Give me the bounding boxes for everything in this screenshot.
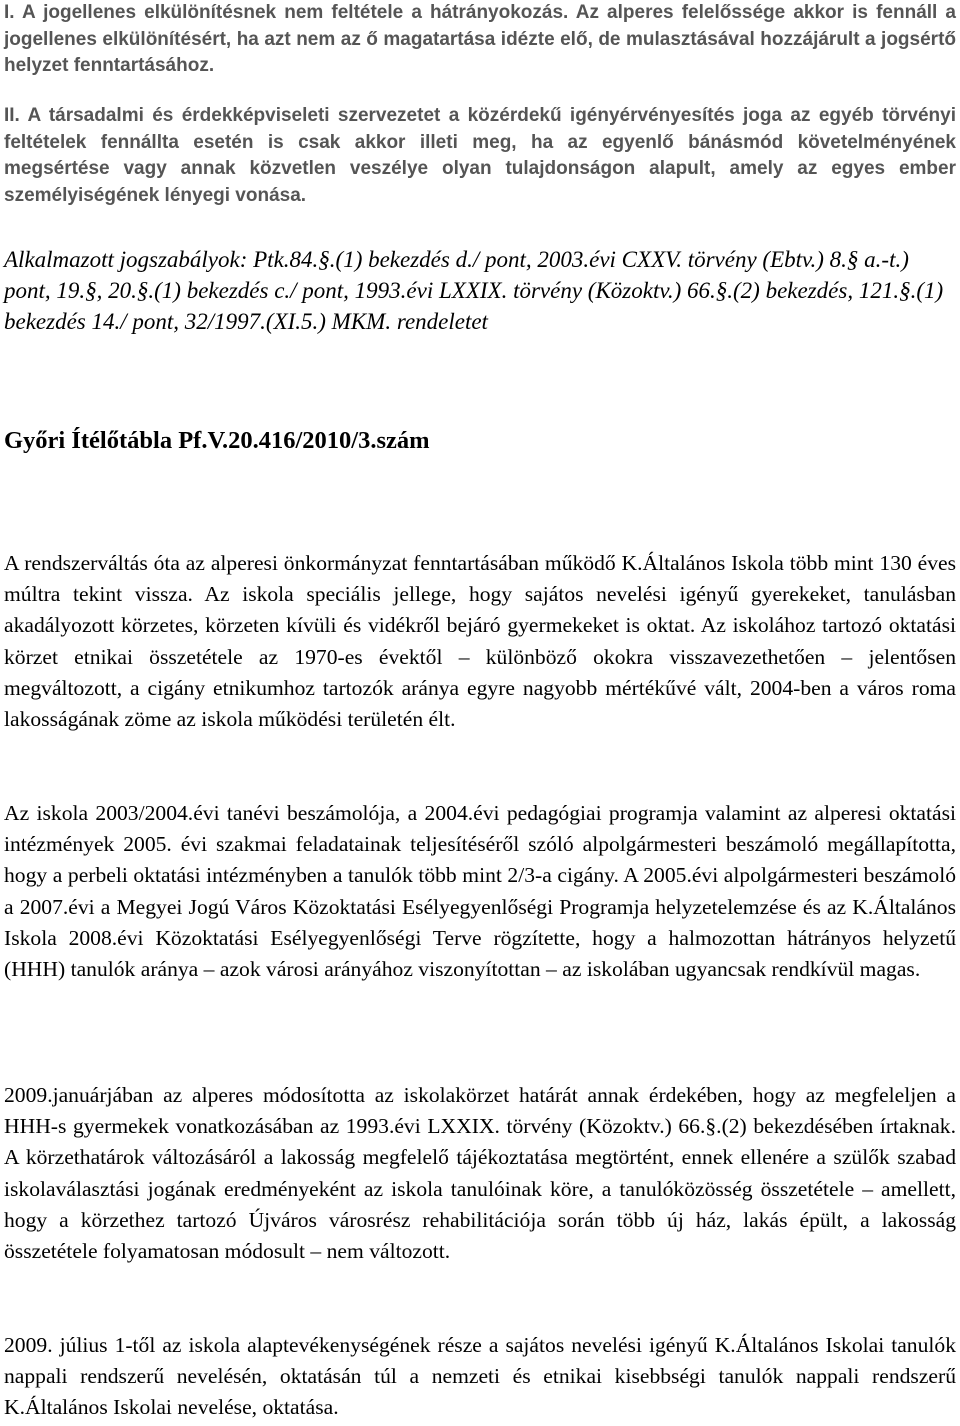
applied-laws: Alkalmazott jogszabályok: Ptk.84.§.(1) bekezdés d./ pont, 2003.évi CXXV. törvény (Ebtv.) 8.§ a.-t.) pont, 19.§, 20.§.(1) bekezdés c./ pont, 1993.évi LXXIX. törvény (Közoktv.) 66.§.(2) bekezdés, 121.§.(1) bekezdés 14./ pont, 32/1997.(XI.5.) MKM. rendeletet: [4, 247, 944, 334]
body-paragraph-1: A rendszerváltás óta az alperesi önkormányzat fenntartásában működő K.Általános Iskola több mint 130 éves múltra tekint vissza. Az iskola speciális jellege, hogy sajátos nevelési igényű gyerekeket, tanulásban akadályozott körzetes, körzeten kívüli és vidékről bejáró gyermekeket is oktat. Az iskolához tartozó oktatási körzet etnikai összetétele az 1970-es évektől – különböző okokra visszavezethetően – jelentősen megváltozott, a cigány etnikumhoz tartozók aránya egyre nagyobb mértékűvé vált, 2004-ben a város roma lakosságának zöme az iskola működési területén élt.: [4, 551, 956, 732]
summary-point-1: I. A jogellenes elkülönítésnek nem feltétele a hátrányokozás. Az alperes felelőssége akkor is fennáll a jogellenes elkülönítésért, ha azt nem az ő magatartása idézte elő, de mulasztásával hozzájárult a jogsértő helyzet fenntartásához.: [4, 2, 956, 76]
body-paragraph-2: Az iskola 2003/2004.évi tanévi beszámolója, a 2004.évi pedagógiai programja valamint az alperesi oktatási intézmények 2005. évi szakmai feladatainak teljesítéséről szóló alpolgármesteri beszámoló megállapította, hogy a perbeli oktatási intézményben a tanulók több mint 2/3-a cigány. A 2005.évi alpolgármesteri beszámoló a 2007.évi a Megyei Jogú Város Közoktatási Esélyegyenlőségi Programja helyzetelemzése és az K.Általános Iskola 2008.évi Közoktatási Esélyegyenlőségi Terve rögzítette, hogy a halmozottan hátrányos helyzetű (HHH) tanulók aránya – azok városi arányához viszonyítottan – az iskolában ugyancsak rendkívül magas.: [4, 801, 956, 982]
court-reference: Győri Ítélőtábla Pf.V.20.416/2010/3.szám: [4, 427, 430, 454]
body-paragraph-3: 2009.januárjában az alperes módosította az iskolakörzet határát annak érdekében, hogy az megfeleljen a HHH-s gyermekek vonatkozásában az 1993.évi LXXIX. törvény (Közoktv.) 66.§.(2) bekezdésében írtaknak. A körzethatárok változásáról a lakosság megfelelő tájékoztatása megtörtént, ennek ellenére a szülők szabad iskolaválasztási jogának eredményeként az iskola tanulóinak köre, a tanulóközösség összetétele – amellett, hogy a körzethez tartozó Újváros városrész rehabilitációja során több új ház, lakás épült, a lakosság összetétele folyamatosan módosult – nem változott.: [4, 1083, 956, 1264]
body-paragraph-4: 2009. július 1-től az iskola alaptevékenységének része a sajátos nevelési igényű K.Általános Iskolai tanulók nappali rendszerű nevelésén, oktatásán túl a nemzeti és etnikai kisebbségi tanulók nappali rendszerű K.Általános Iskolai nevelése, oktatása.: [4, 1333, 956, 1420]
summary-point-2: II. A társadalmi és érdekképviseleti szervezetet a közérdekű igényérvényesítés joga az egyéb törvényi feltételek fennállta esetén is csak akkor illeti meg, ha az egyenlő bánásmód követelményének megsértése vagy annak közvetlen veszélye olyan tulajdonságon alapult, amely az egyes ember személyiségének lényegi vonása.: [4, 105, 956, 206]
